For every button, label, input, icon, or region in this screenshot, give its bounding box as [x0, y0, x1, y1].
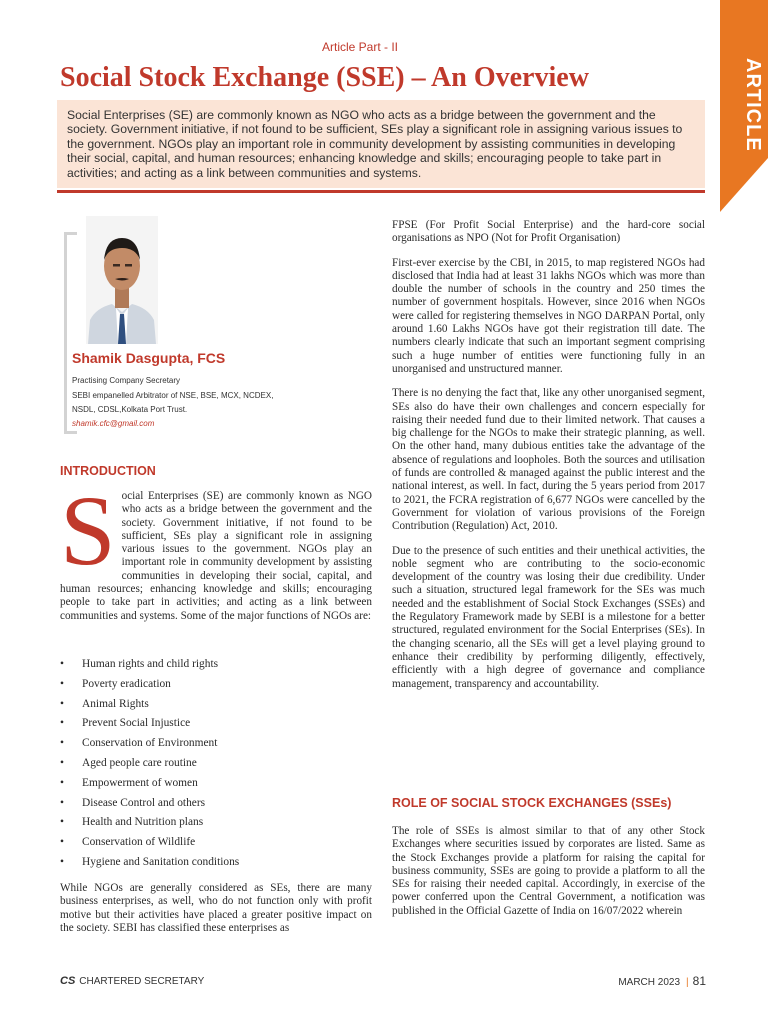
- footer-publication: [60, 975, 204, 987]
- drop-cap: S: [60, 475, 116, 586]
- role-heading: ROLE OF SOCIAL STOCK EXCHANGES (SSEs): [392, 796, 672, 810]
- abstract-text: Social Enterprises (SE) are commonly known as NGO who acts as a bridge between the government and the society. Government initiative, if not found to be sufficient, SEs play a significant role in assigning various issues to the government. NGOs play an important role in community development by assisting communities in developing their social, capital, and human resources; enhancing knowledge and skills; encouraging people to take part in activities; and acting as a link between communities and systems.: [67, 108, 683, 180]
- article-tab-notch: [720, 158, 768, 212]
- list-item: • Conservation of Wildlife: [60, 836, 239, 856]
- intro-closing-text: While NGOs are generally considered as SEs, there are many business enterprises, as well, who do not function only with profit motive but their activities have placed a greater positive impact on the society. SEBI has classified these enterprises as: [60, 882, 372, 934]
- list-item: • Conservation of Environment: [60, 737, 239, 757]
- list-item: • Animal Rights: [60, 698, 239, 718]
- abstract-box: [57, 100, 705, 188]
- author-role: Practising Company Secretary: [72, 376, 181, 385]
- author-name: Shamik Dasgupta, FCS: [72, 350, 226, 366]
- page-number: 81: [692, 974, 706, 988]
- list-item: • Human rights and child rights: [60, 658, 239, 678]
- author-affiliation: SEBI empanelled Arbitrator of NSE, BSE, MCX, NCDEX,: [72, 391, 274, 400]
- intro-text: ocial Enterprises (SE) are commonly known as NGO who acts as a bridge between the government and the society. Government initiative, if not found to be sufficient, SEs play a significant role in assigning various issues to the government. NGOs play an important role in community development by assisting communities in developing their social, capital, and human resources; enhancing knowledge and skills; encouraging people to take part in activities; and acting as a link between communities and systems. Some of the major functions of NGOs are:: [60, 490, 372, 622]
- abstract-rule: [57, 190, 705, 193]
- article-kicker: Article Part - II: [321, 40, 398, 54]
- cs-logo-icon: CS: [60, 975, 76, 987]
- role-text: The role of SSEs is almost similar to that of any other Stock Exchanges where securities issued by corporates are listed. Same as the Stock Exchanges provide a platform for raising the capital for business community, SSEs are going to provide a platform to all the SEs for raising their needed capital. Accordingly, in exercise of the power conferred upon the Central Government, a notification was published in the Official Gazette of India on 16/07/2022 wherein: [392, 825, 705, 917]
- author-bracket: [64, 232, 77, 434]
- author-email[interactable]: shamik.cfc@gmail.com: [72, 419, 155, 428]
- author-photo: [86, 216, 158, 344]
- author-affiliation-2: NSDL, CDSL,Kolkata Port Trust.: [72, 405, 188, 414]
- list-item: • Hygiene and Sanitation conditions: [60, 856, 239, 876]
- list-item: • Prevent Social Injustice: [60, 717, 239, 737]
- intro-closing-paragraph: [60, 882, 372, 935]
- article-tab-label: ARTICLE: [742, 58, 764, 152]
- ngo-functions-list: [60, 658, 239, 876]
- role-paragraph: [392, 825, 705, 918]
- list-item: • Health and Nutrition plans: [60, 816, 239, 836]
- right-column-top: [392, 219, 705, 702]
- publication-name: CHARTERED SECRETARY: [79, 976, 205, 987]
- intro-heading: INTRODUCTION: [60, 464, 156, 478]
- intro-paragraph: [60, 475, 372, 623]
- list-item: • Disease Control and others: [60, 797, 239, 817]
- article-title: Social Stock Exchange (SSE) – An Overview: [60, 62, 589, 93]
- paragraph: FPSE (For Profit Social Enterprise) and the hard-core social organisations as NPO (Not for Profit Organisation): [392, 219, 705, 245]
- footer-page-info: [618, 974, 706, 988]
- paragraph: First-ever exercise by the CBI, in 2015, to map registered NGOs had disclosed that India had at least 31 lakhs NGOs which was more than double the number of schools in the country and 250 times the number of government hospitals. However, since 2016 when NGOs were called for registering themselves in NGO DARPAN Portal, only around 1.60 Lakhs NGOs have got their registration till date. The numbers clearly indicate that such an important segment comprising such a huge number of entities were functioning fully in an unorganised and unstructured manner.: [392, 256, 705, 375]
- paragraph: Due to the presence of such entities and their unethical activities, the noble segment who are contributing to the socio-economic development of the country was losing their due credibility. Under such a situation, structured legal framework for the SEs was much needed and the establishment of Social Stock Exchanges (SSEs) and the Regulatory Framework made by SEBI is a milestone for a better structured, regulated environment for the Social Enterprises (SEs). In the changing scenario, all the SEs will get a level playing ground to enhance their credibility by performing diligently, effectively, efficiently with a high degree of governance and compliance management, transparency and accountability.: [392, 544, 705, 690]
- issue-date: MARCH 2023: [618, 977, 681, 988]
- paragraph: There is no denying the fact that, like any other unorganised segment, SEs also do have their own challenges and concern especially for raising their needed fund due to their limited network. That causes a big challenge for the NGOs to make their strategic planning, as well. On the other hand, many dubious entities take the advantage of the absence of regulations and loopholes. Both the sources and utilisation of funds are controlled & managed against the public interest and the national interest, as well. In fact, during the 5 years period from 2017 to 2021, the FCRA registration of 6,677 NGOs were cancelled by the Government for violation of various provisions of the Foreign Contribution (Regulation) Act, 2010.: [392, 387, 705, 533]
- list-item: • Poverty eradication: [60, 678, 239, 698]
- footer-separator: |: [686, 977, 689, 988]
- list-item: • Empowerment of women: [60, 777, 239, 797]
- list-item: • Aged people care routine: [60, 757, 239, 777]
